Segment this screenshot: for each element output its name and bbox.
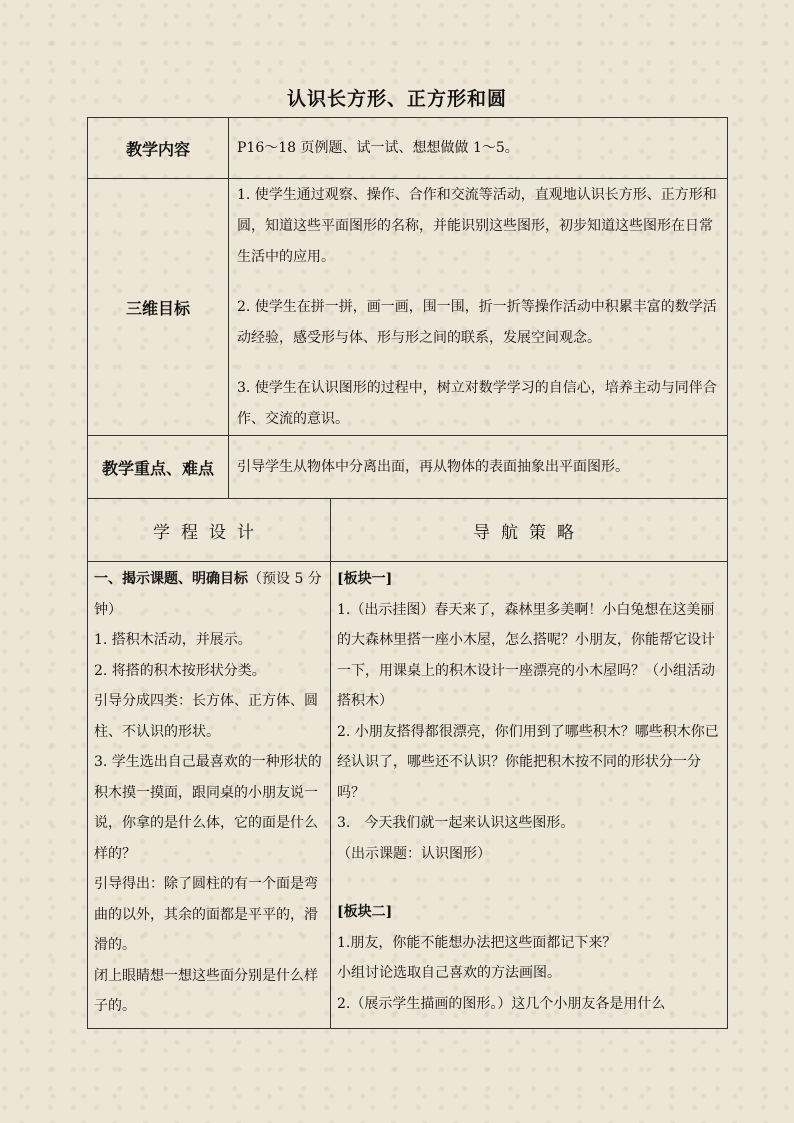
step-line-5: 引导得出：除了圆柱的有一个面是弯曲的以外，其余的面都是平平的，滑滑的。 (94, 876, 318, 953)
key-points-text: 引导学生从物体中分离出面，再从物体的表面抽象出平面图形。 (229, 436, 728, 499)
teaching-content-text: P16～18 页例题、试一试、想想做做 1～5。 (229, 118, 728, 179)
goals-label: 三维目标 (88, 179, 229, 436)
block2-title: [板块二] (337, 904, 393, 920)
block1-line-3: 3. 今天我们就一起来认识这些图形。 (337, 815, 575, 831)
block2-line-3: 2.（展示学生描画的图形。）这几个小朋友各是用什么 (337, 995, 666, 1012)
key-points-label: 教学重点、难点 (88, 436, 229, 499)
step-line-3: 引导分成四类：长方体、正方体、圆柱、不认识的形状。 (94, 693, 318, 740)
block1-line-4: （出示课题：认识图形） (337, 845, 491, 862)
process-body-row (88, 562, 728, 1029)
key-points-row (88, 436, 728, 499)
document-title: 认识长方形、正方形和圆 (286, 88, 507, 110)
step-line-4: 3. 学生选出自己最喜欢的一种形状的积木摸一摸面，跟同桌的小朋友说一说，你拿的是什么体，它的面是什么样的？ (94, 754, 322, 862)
goal-item-1: 1. 使学生通过观察、操作、合作和交流等活动，直观地认识长方形、正方形和圆，知道这些平面图形的名称，并能识别这些图形，初步知道这些图形在日常生活中的应用。 (237, 187, 717, 265)
goal-item-2: 2. 使学生在拼一拼，画一画，围一围，折一折等操作活动中积累丰富的数学活动经验，感受形与体、形与形之间的联系，发展空间观念。 (237, 299, 717, 346)
process-header-row (88, 499, 728, 562)
left-column-header: 学程设计 (88, 499, 331, 562)
step-line-6: 闭上眼睛想一想这些面分别是什么样子的。 (94, 967, 318, 1014)
block2-line-1: 1.朋友，你能不能想办法把这些面都记下来？ (337, 934, 617, 951)
teaching-content-row (88, 118, 728, 179)
right-column-header: 导航策略 (331, 499, 728, 562)
section-heading (94, 564, 324, 625)
goals-row (88, 179, 728, 436)
lesson-info-table (87, 117, 728, 499)
step-line-1: 1. 搭积木活动，并展示。 (94, 632, 252, 648)
navigation-strategy-column (331, 562, 728, 1029)
learning-process-column (88, 562, 331, 1029)
block1-line-2: 2. 小朋友搭得都很漂亮，你们用到了哪些积木？哪些积木你已经认识了，哪些还不认识？你能把积木按不同的形状分一分吗？ (337, 723, 719, 801)
teaching-content-label: 教学内容 (88, 118, 229, 179)
step-line-2: 2. 将搭的积木按形状分类。 (94, 662, 266, 679)
block1-title: [板块一] (337, 571, 393, 587)
section-title: 一、揭示课题、明确目标 (94, 571, 248, 587)
section-note: （预设 5 分钟） (94, 571, 322, 618)
block1-line-1: 1.（出示挂图）春天来了，森林里多美啊！小白兔想在这美丽的大森林里搭一座小木屋，怎么搭呢？小朋友，你能帮它设计一下，用课桌上的积木设计一座漂亮的小木屋吗？（小组活动搭积木） (337, 601, 715, 709)
process-table (87, 498, 728, 1029)
goal-item-3: 3. 使学生在认识图形的过程中，树立对数学学习的自信心，培养主动与同伴合作、交流的意识。 (237, 380, 717, 427)
block2-line-2: 小组讨论选取自己喜欢的方法画图。 (337, 965, 561, 981)
